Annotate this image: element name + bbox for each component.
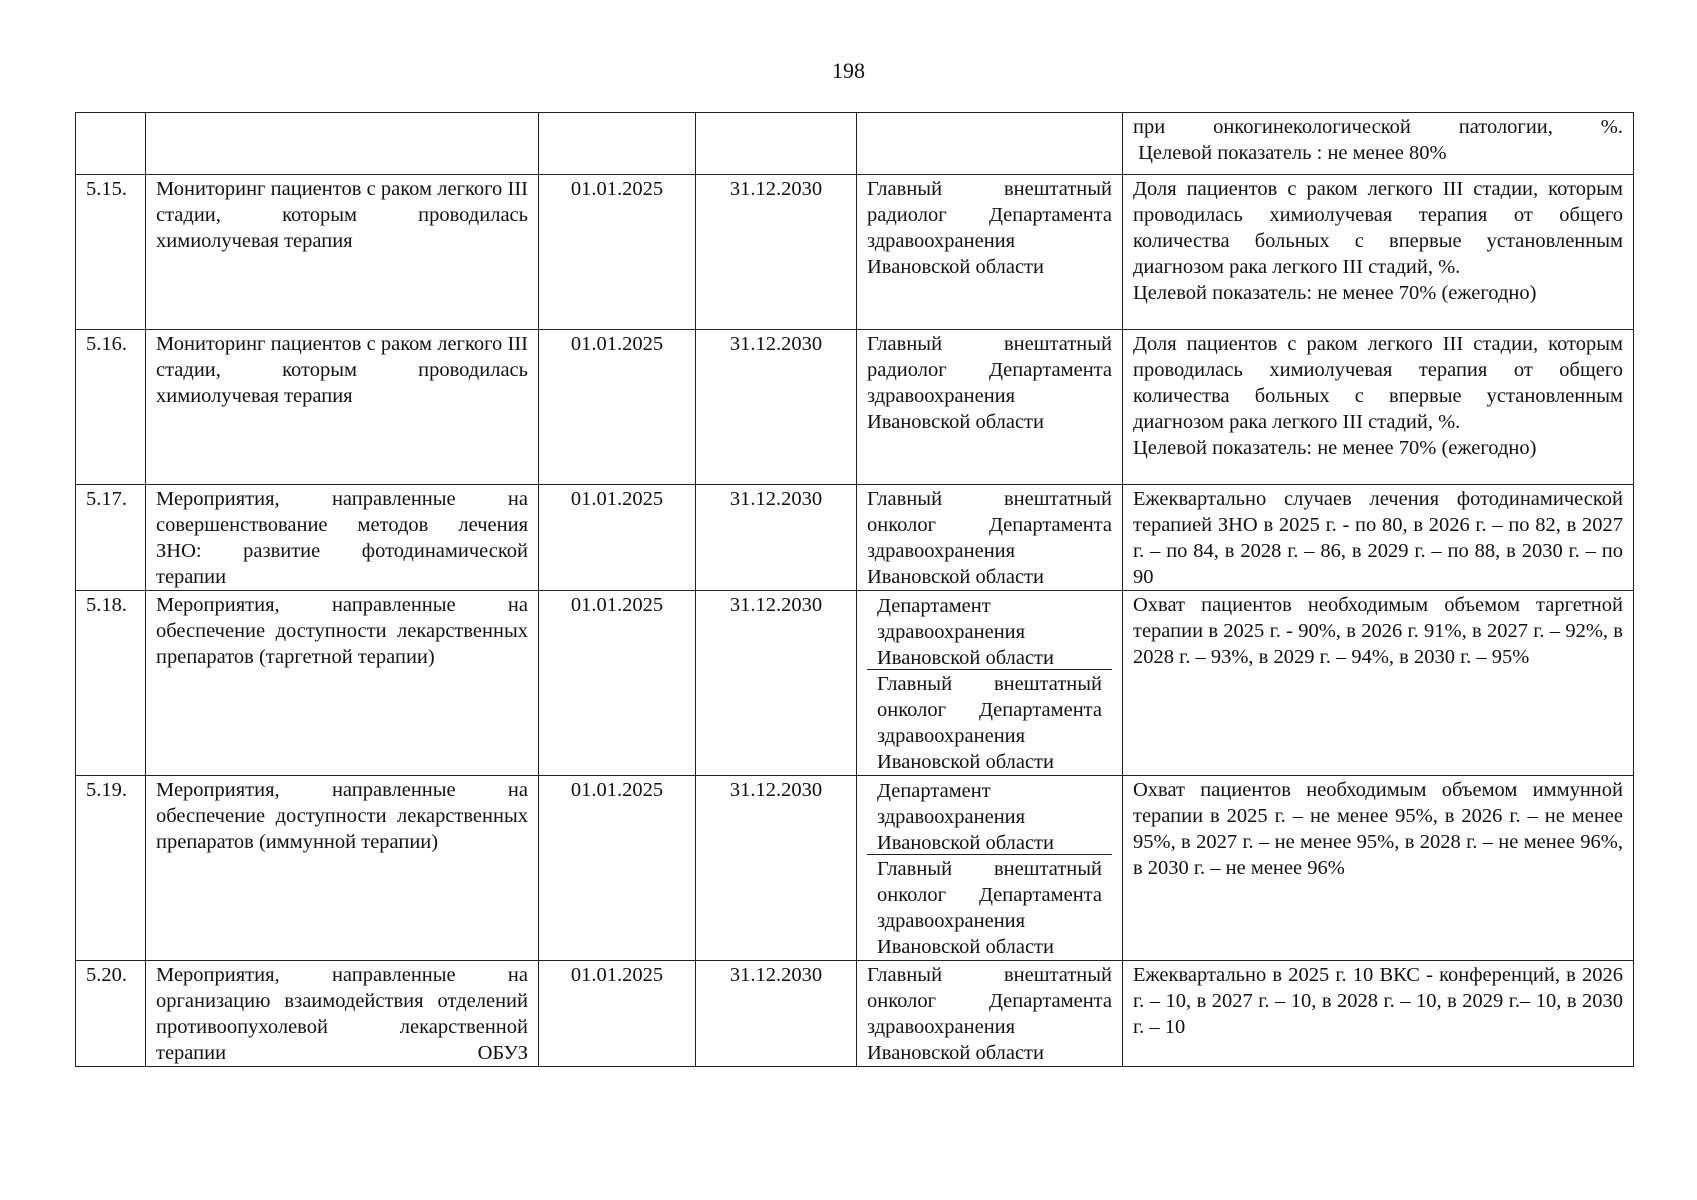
table-row — [76, 175, 1634, 330]
row-number: 5.15. — [76, 175, 146, 330]
indicator-cell — [1123, 113, 1634, 175]
row-number: 5.18. — [76, 591, 146, 776]
table-row — [76, 330, 1634, 485]
start-date: 01.01.2025 — [539, 961, 696, 1067]
responsible-cell: Главный внештатный радиолог Департамента здравоохранения Ивановской области — [857, 330, 1123, 485]
indicator-cell: Ежеквартально случаев лечения фотодинамической терапией ЗНО в 2025 г. - по 80, в 2026 г. – по 82, в 2027 г. – по 84, в 2028 г. – 86, в 2029 г. – по 88, в 2030 г. – по 90 — [1123, 485, 1634, 591]
measure-name: Мероприятия, направленные на обеспечение доступности лекарственных препаратов (таргетной терапии) — [146, 591, 539, 776]
row-number: 5.19. — [76, 776, 146, 961]
responsible-oncologist: Главный внештатный онколог Департамента здравоохранения Ивановской области — [867, 854, 1112, 960]
table-row — [76, 591, 1634, 776]
measure-name — [146, 113, 539, 175]
measure-name: Мониторинг пациентов с раком легкого III стадии, которым проводилась химиолучевая терапия — [146, 175, 539, 330]
end-date: 31.12.2030 — [696, 961, 857, 1067]
measure-name: Мероприятия, направленные на совершенствование методов лечения ЗНО: развитие фотодинамической терапии — [146, 485, 539, 591]
indicator-text: Доля пациентов с раком легкого III стадии, которым проводилась химиолучевая терапия от общего количества больных с впервые установленным диагнозом рака легкого III стадий, %. — [1133, 178, 1623, 278]
responsible-department: Департамент здравоохранения Ивановской области — [877, 780, 1054, 854]
responsible-cell: Главный внештатный онколог Департамента здравоохранения Ивановской области — [857, 485, 1123, 591]
end-date: 31.12.2030 — [696, 330, 857, 485]
table-row — [76, 485, 1634, 591]
start-date: 01.01.2025 — [539, 175, 696, 330]
responsible-cell: Главный внештатный онколог Департамента здравоохранения Ивановской области — [857, 961, 1123, 1067]
end-date: 31.12.2030 — [696, 776, 857, 961]
responsible-oncologist: Главный внештатный онколог Департамента здравоохранения Ивановской области — [867, 669, 1112, 775]
responsible-cell — [857, 776, 1123, 961]
target-text: Целевой показатель: не менее 70% (ежегодно) — [1133, 282, 1537, 304]
measure-name: Мероприятия, направленные на обеспечение доступности лекарственных препаратов (иммунной терапии) — [146, 776, 539, 961]
indicator-cell: Охват пациентов необходимым объемом таргетной терапии в 2025 г. - 90%, в 2026 г. 91%, в 2027 г. – 92%, в 2028 г. – 93%, в 2029 г. – 94%, в 2030 г. – 95% — [1123, 591, 1634, 776]
table-row — [76, 961, 1634, 1067]
responsible-cell: Главный внештатный радиолог Департамента здравоохранения Ивановской области — [857, 175, 1123, 330]
start-date: 01.01.2025 — [539, 485, 696, 591]
indicator-text: Доля пациентов с раком легкого III стадии, которым проводилась химиолучевая терапия от общего количества больных с впервые установленным диагнозом рака легкого III стадий, %. — [1133, 333, 1623, 433]
end-date: 31.12.2030 — [696, 591, 857, 776]
end-date: 31.12.2030 — [696, 175, 857, 330]
end-date — [696, 113, 857, 175]
target-text: Целевой показатель : не менее 80% — [1133, 142, 1447, 164]
start-date: 01.01.2025 — [539, 776, 696, 961]
start-date — [539, 113, 696, 175]
start-date: 01.01.2025 — [539, 330, 696, 485]
indicator-cell — [1123, 175, 1634, 330]
table-row — [76, 776, 1634, 961]
indicator-text: при онкогинекологической патологии, %. — [1133, 116, 1623, 138]
row-number — [76, 113, 146, 175]
row-number: 5.20. — [76, 961, 146, 1067]
row-number: 5.16. — [76, 330, 146, 485]
start-date: 01.01.2025 — [539, 591, 696, 776]
responsible-department: Департамент здравоохранения Ивановской области — [877, 595, 1054, 669]
indicator-cell — [1123, 330, 1634, 485]
responsible-cell — [857, 591, 1123, 776]
responsible-cell — [857, 113, 1123, 175]
measure-name: Мероприятия, направленные на организацию взаимодействия отделений противоопухолевой лекарственной терапии ОБУЗ — [146, 961, 539, 1067]
row-number: 5.17. — [76, 485, 146, 591]
end-date: 31.12.2030 — [696, 485, 857, 591]
target-text: Целевой показатель: не менее 70% (ежегодно) — [1133, 437, 1537, 459]
indicator-cell: Охват пациентов необходимым объемом иммунной терапии в 2025 г. – не менее 95%, в 2026 г. – не менее 95%, в 2027 г. – не менее 95%, в 2028 г. – не менее 96%, в 2030 г. – не менее 96% — [1123, 776, 1634, 961]
measure-name: Мониторинг пациентов с раком легкого III стадии, которым проводилась химиолучевая терапия — [146, 330, 539, 485]
page-number: 198 — [832, 58, 865, 83]
table-row — [76, 113, 1634, 175]
indicator-cell: Ежеквартально в 2025 г. 10 ВКС - конференций, в 2026 г. – 10, в 2027 г. – 10, в 2028 г. – 10, в 2029 г.– 10, в 2030 г. – 10 — [1123, 961, 1634, 1067]
measures-table — [75, 112, 1634, 1067]
